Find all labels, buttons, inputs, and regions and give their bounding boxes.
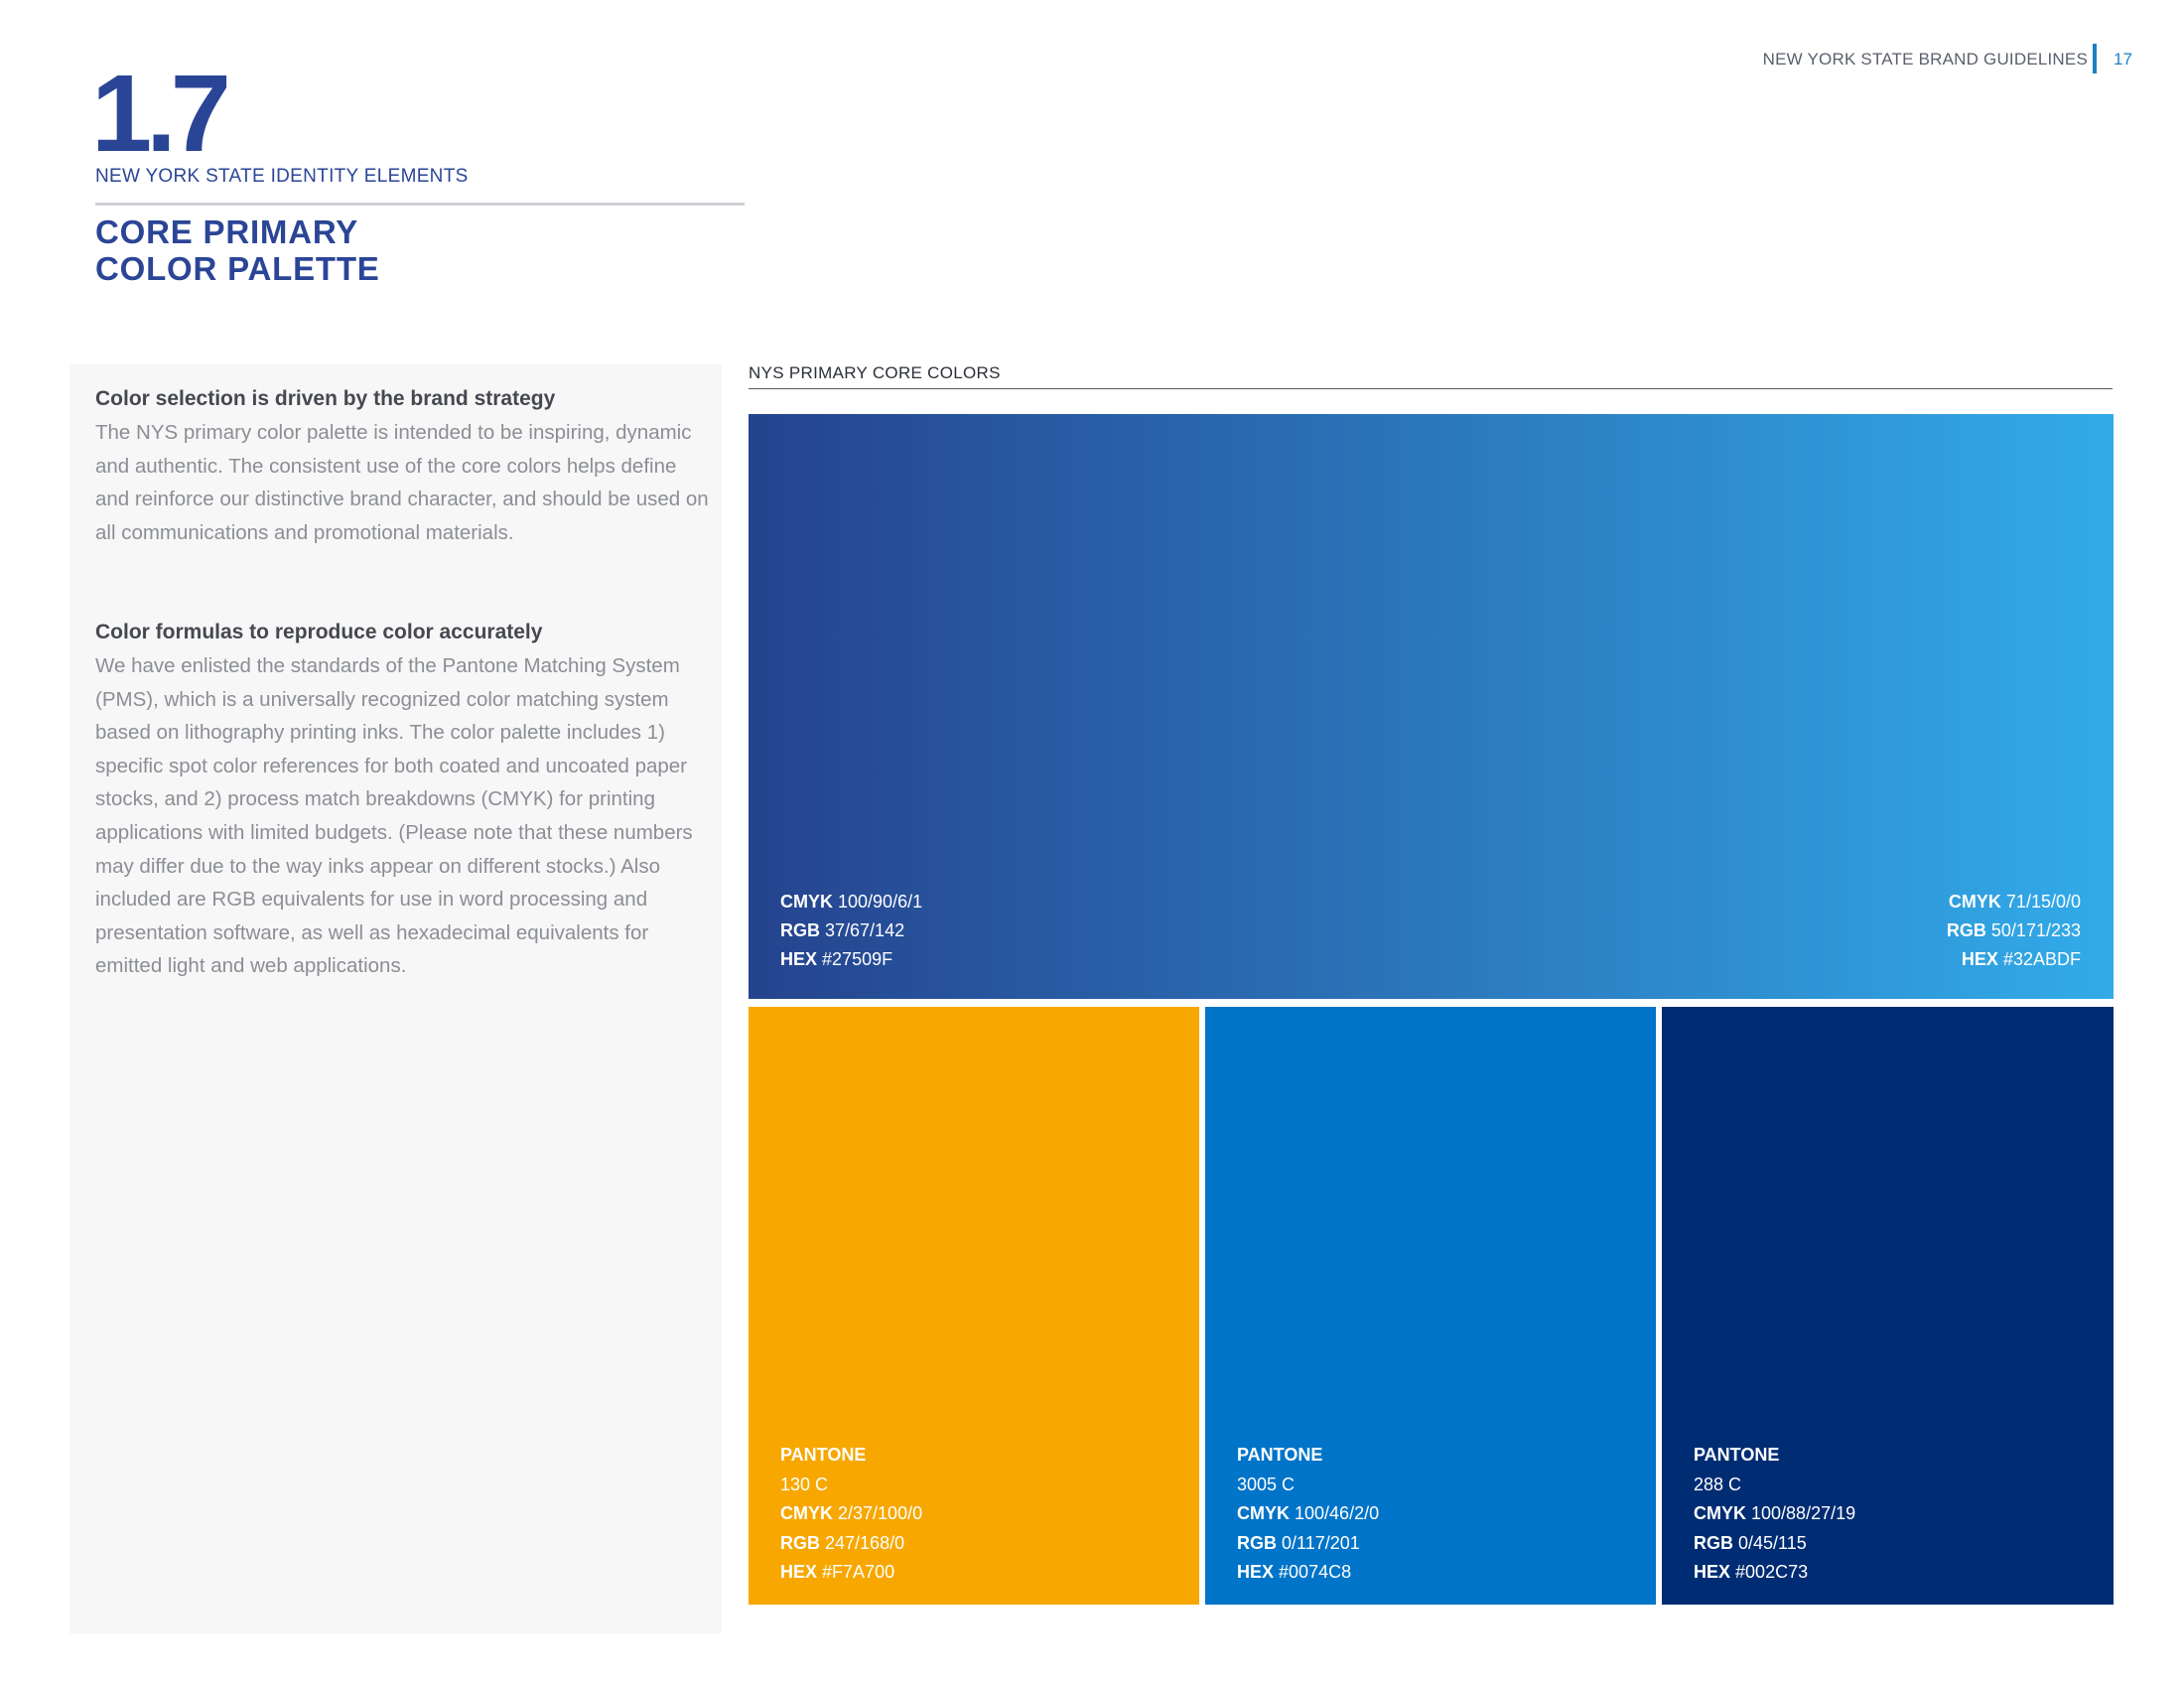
cmyk-value: 2/37/100/0	[838, 1503, 923, 1523]
rgb-label: RGB	[1237, 1532, 1277, 1553]
hex-label: HEX	[780, 1562, 818, 1582]
intro-heading-1: Color selection is driven by the brand strategy	[95, 387, 556, 410]
cmyk-label: CMYK	[780, 892, 833, 912]
pantone-value: 288 C	[1694, 1474, 1742, 1494]
cmyk-label: CMYK	[780, 1503, 833, 1523]
cmyk-label: CMYK	[1948, 892, 2001, 912]
rgb-value: 0/45/115	[1738, 1532, 1807, 1553]
hex-value: #F7A700	[822, 1562, 895, 1582]
title-rule	[95, 203, 745, 206]
intro-body-2: We have enlisted the standards of the Pantone Matching System (PMS), which is a universally recognized color matching system based on lithography printing inks. The color palette includes 1) specific spot color references for both coated and uncoated paper stocks, and 2) process match breakdowns (CMYK) for printing applications with limited budgets. (Please note that these numbers may differ due to the way inks appear on different stocks.) Also included are RGB equivalents for use in word processing and presentation software, as well as hexadecimal equivalents for emitted light and web applications.	[95, 654, 693, 978]
swatch-pantone-288c	[1662, 1007, 2114, 1605]
cmyk-value: 71/15/0/0	[2005, 892, 2081, 912]
intro-heading-2: Color formulas to reproduce color accurately	[95, 621, 543, 643]
hex-value: #27509F	[822, 949, 893, 969]
gradient-fill	[749, 414, 2114, 999]
cmyk-value: 100/46/2/0	[1295, 1503, 1380, 1523]
palette-rule	[749, 388, 2113, 389]
pantone-label: PANTONE	[1694, 1445, 1780, 1465]
hex-value: #32ABDF	[2002, 949, 2081, 969]
rgb-label: RGB	[1694, 1532, 1733, 1553]
rgb-value: 0/117/201	[1282, 1532, 1360, 1553]
section-title: NEW YORK STATE IDENTITY ELEMENTS	[95, 166, 469, 187]
pantone-label: PANTONE	[1237, 1445, 1323, 1465]
page-number: 17	[2114, 50, 2132, 69]
gradient-end-specs	[1947, 888, 2081, 974]
hex-label: HEX	[1237, 1562, 1275, 1582]
rgb-value: 37/67/142	[825, 920, 905, 940]
hex-label: HEX	[780, 949, 818, 969]
palette-label: NYS PRIMARY CORE COLORS	[749, 363, 1001, 382]
pantone-value: 130 C	[780, 1474, 829, 1494]
rgb-value: 247/168/0	[825, 1532, 905, 1553]
hex-value: #0074C8	[1279, 1562, 1352, 1582]
section-number: 1.7	[91, 53, 225, 175]
page-title	[95, 213, 380, 287]
cmyk-value: 100/90/6/1	[838, 892, 923, 912]
swatch-specs	[1237, 1441, 1379, 1588]
guide-title: NEW YORK STATE BRAND GUIDELINES	[1762, 50, 2088, 69]
hex-label: HEX	[1694, 1562, 1731, 1582]
cmyk-label: CMYK	[1694, 1503, 1746, 1523]
header-divider	[2093, 44, 2097, 73]
rgb-label: RGB	[780, 920, 820, 940]
hex-value: #002C73	[1735, 1562, 1809, 1582]
gradient-start-specs	[780, 888, 922, 974]
swatch-specs	[1694, 1441, 1855, 1588]
swatch-pantone-3005c	[1205, 1007, 1656, 1605]
hex-label: HEX	[1961, 949, 1998, 969]
page-title-line2: COLOR PALETTE	[95, 250, 380, 287]
pantone-label: PANTONE	[780, 1445, 867, 1465]
cmyk-value: 100/88/27/19	[1751, 1503, 1856, 1523]
gradient-swatch	[749, 414, 2114, 999]
rgb-value: 50/171/233	[1990, 920, 2081, 940]
intro-panel	[69, 364, 722, 1633]
swatch-pantone-130c	[749, 1007, 1199, 1605]
rgb-label: RGB	[780, 1532, 820, 1553]
swatch-specs	[780, 1441, 922, 1588]
intro-body-1: The NYS primary color palette is intended to be inspiring, dynamic and authentic. The consistent use of the core colors helps define and reinforce our distinctive brand character, and should be used on all communications and promotional materials.	[95, 421, 709, 544]
rgb-label: RGB	[1946, 920, 1986, 940]
pantone-value: 3005 C	[1237, 1474, 1296, 1494]
page-title-line1: CORE PRIMARY	[95, 213, 359, 250]
cmyk-label: CMYK	[1237, 1503, 1290, 1523]
